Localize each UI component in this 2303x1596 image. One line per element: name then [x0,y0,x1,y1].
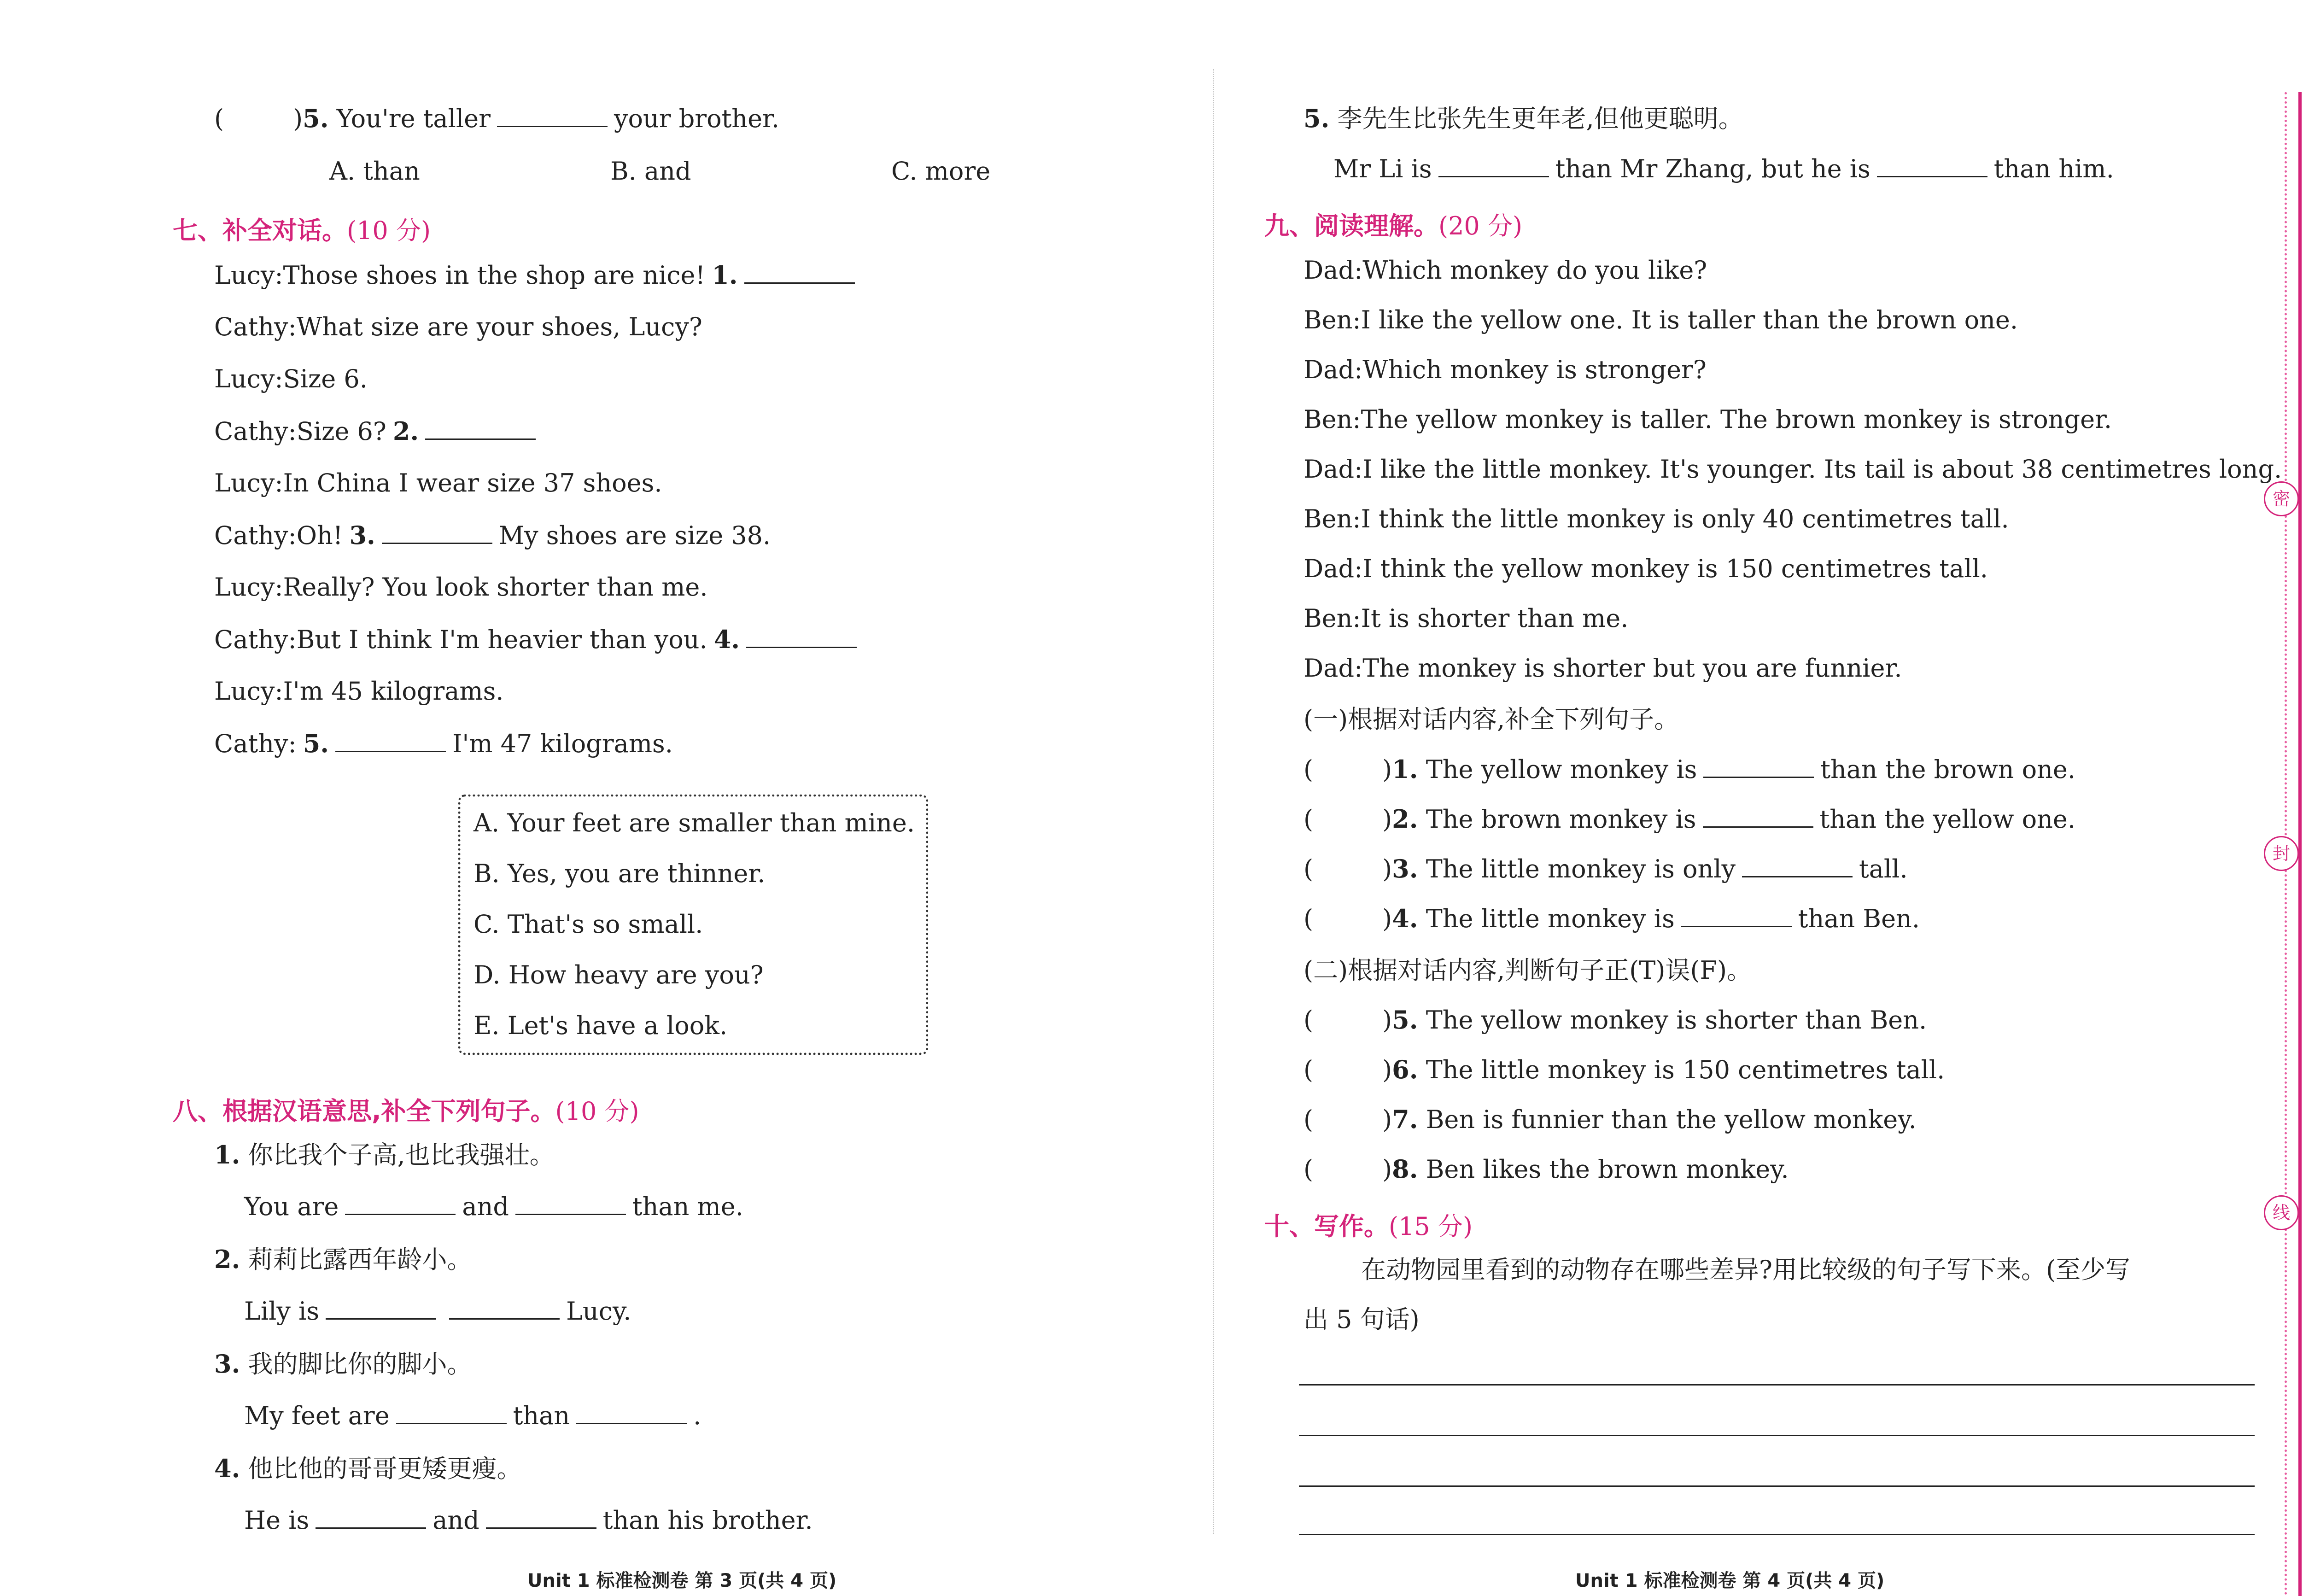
question-en [244,1508,813,1533]
option-c: C. more [891,157,991,186]
question-text: than the brown one. [1820,755,2076,784]
colon: : [275,677,283,706]
fill-question [1303,804,2076,834]
paren-open: ( [1303,854,1314,883]
question-en [244,1194,743,1219]
speaker-name: Ben [1303,604,1353,633]
paren-open: ( [1303,755,1314,784]
colon: : [288,312,297,341]
option-item: D. How heavy are you? [473,960,764,989]
section-8-title: 八、根据汉语意思,补全下列句子。(10 分) [173,1097,639,1126]
dialogue-text: Really? You look shorter than me. [283,573,708,602]
english-text: and [462,1192,509,1221]
answer-blank[interactable] [576,1404,687,1424]
reading-text: I think the yellow monkey is 150 centimetres tall. [1362,554,1988,583]
q8-item-5-cn: 5. 李先生比张先生更年老,但他更聪明。 [1303,104,1743,133]
dialogue-line [214,260,861,290]
paren-close: ) [1382,1006,1392,1035]
reading-text: Which monkey do you like? [1362,256,1707,285]
question-en [244,1299,631,1324]
reading-line [1303,258,1707,283]
speaker-name: Dad [1303,554,1355,583]
option-item: B. Yes, you are thinner. [473,859,766,888]
writing-prompt-line-1: 在动物园里看到的动物存在哪些差异?用比较级的句子写下来。(至少写 [1361,1255,2131,1284]
question-number: 4. [214,1454,240,1483]
question-text: Ben likes the brown monkey. [1426,1155,1789,1184]
question-number: 3. [214,1349,240,1379]
paren-open: ( [1303,1006,1314,1035]
question-text: The little monkey is 150 centimetres tall. [1426,1055,1945,1084]
colon: : [1354,455,1363,484]
english-text: than me. [632,1192,743,1221]
speaker-name: Dad [1303,355,1355,384]
fill-question [1303,856,1908,882]
answer-blank[interactable] [744,264,855,284]
paren-open: ( [1303,904,1314,933]
option-b: B. and [610,157,691,186]
dialogue-text: My shoes are size 38. [498,521,771,550]
tf-question [1303,1107,1917,1132]
question-text: The yellow monkey is [1426,755,1697,784]
english-text: He is [244,1506,310,1535]
fill-question [1303,754,2076,784]
english-text: . [693,1401,701,1430]
english-text: You are [244,1192,339,1221]
page-divider [1213,69,1214,1534]
paren-open: ( [1303,1155,1314,1184]
reading-text: I think the little monkey is only 40 centimetres tall. [1361,504,2009,533]
question-number: 2. [214,1245,240,1274]
colon: : [275,573,283,602]
speaker-name: Ben [1303,504,1353,533]
dialogue-line [214,312,702,341]
dialogue-text: I'm 45 kilograms. [283,677,504,706]
answer-blank[interactable] [316,1509,426,1529]
tf-question [1303,1057,1945,1082]
paren-close: ) [1382,1105,1392,1134]
question-number: 1. [1392,754,1418,784]
answer-blank[interactable] [449,1300,560,1320]
blank-number: 5. [303,729,329,758]
writing-prompt-line-2: 出 5 句话) [1303,1305,1420,1334]
section-7-title: 七、补全对话。(10 分) [173,216,431,245]
answer-blank[interactable] [326,1300,436,1320]
dialogue-line [214,679,503,704]
english-text: Lily is [244,1297,320,1326]
dialogue-text: Oh! [296,521,343,550]
speaker-name: Dad [1303,455,1355,484]
question-chinese: 莉莉比露西年龄小。 [248,1245,472,1274]
reading-line [1303,357,1707,382]
footer-page-4: Unit 1 标准检测卷 第 4 页(共 4 页) [1575,1570,1885,1591]
writing-line[interactable] [1299,1485,2255,1487]
speaker-name: Lucy [214,468,275,497]
dialogue-text: In China I wear size 37 shoes. [283,468,662,497]
question-number: 1. [214,1140,240,1169]
reading-line [1303,606,1628,631]
question-text: The little monkey is [1426,904,1675,933]
dialogue-line [214,627,863,652]
dialogue-text: Those shoes in the shop are nice! [283,261,706,290]
seal-mark-feng: 封 [2264,836,2299,871]
reading-line [1303,656,1902,681]
blank-number: 1. [712,260,738,290]
question-text: The brown monkey is [1426,805,1696,834]
dialogue-line [214,575,708,600]
colon: : [1352,405,1361,434]
fill-question [1303,906,1920,931]
speaker-name: Cathy [214,417,288,446]
answer-blank[interactable] [515,1195,626,1215]
english-text: My feet are [244,1401,390,1430]
speaker-name: Dad [1303,256,1355,285]
option-a: A. than [329,157,420,186]
dialogue-text: What size are your shoes, Lucy? [296,312,702,341]
english-text: Lucy. [566,1297,631,1326]
speaker-name: Ben [1303,405,1353,434]
colon: : [1354,355,1363,384]
blank-number: 4. [713,625,740,654]
dialogue-text: But I think I'm heavier than you. [296,625,707,654]
colon: : [275,261,283,290]
part-2-title: (二)根据对话内容,判断句子正(T)误(F)。 [1303,956,1752,985]
question-number: 8. [1392,1154,1418,1184]
question-cn [214,1351,472,1377]
colon: : [1354,654,1363,683]
question-chinese: 我的脚比你的脚小。 [248,1350,472,1379]
answer-blank[interactable] [1742,858,1853,877]
colon: : [288,417,297,446]
colon: : [288,521,297,550]
colon: : [1352,504,1361,533]
question-en [244,1403,701,1428]
colon: : [1352,305,1361,334]
speaker-name: Lucy [214,364,275,393]
answer-blank[interactable] [497,107,608,127]
question-text: than Ben. [1798,904,1920,933]
blank-number: 2. [392,416,419,446]
question-number: 4. [1392,904,1418,933]
colon: : [1354,256,1363,285]
paren-close: ) [1382,1055,1392,1084]
section-10-title: 十、写作。(15 分) [1264,1212,1473,1241]
speaker-name: Cathy [214,312,288,341]
speaker-name: Cathy [214,625,288,654]
part-1-title: (一)根据对话内容,补全下列句子。 [1303,705,1679,734]
colon: : [275,468,283,497]
paren-open: ( [1303,805,1314,834]
dialogue-text: Size 6. [283,364,368,393]
english-text: than [513,1401,570,1430]
answer-blank[interactable] [1703,808,1813,828]
paren-close: ) [1382,805,1392,834]
option-item: E. Let's have a look. [473,1011,728,1040]
dialogue-line [214,468,662,497]
option-item: A. Your feet are smaller than mine. [473,808,915,837]
speaker-name: Cathy [214,521,288,550]
reading-line [1303,556,1988,581]
colon: : [275,364,283,393]
reading-text: Which monkey is stronger? [1362,355,1707,384]
question-number: 5. [1392,1005,1418,1035]
colon: : [1352,604,1361,633]
question-text: The yellow monkey is shorter than Ben. [1426,1006,1927,1035]
answer-blank[interactable] [1703,758,1814,778]
speaker-name: Lucy [214,261,275,290]
footer-page-3: Unit 1 标准检测卷 第 3 页(共 4 页) [527,1570,837,1591]
reading-line [1303,457,2282,482]
paren-open: ( [1303,1105,1314,1134]
paren-close: ) [1382,904,1392,933]
answer-blank[interactable] [486,1509,596,1529]
reading-line [1303,407,2112,432]
reading-text: The yellow monkey is taller. The brown monkey is stronger. [1361,405,2112,434]
paren-close: ) [1382,755,1392,784]
answer-blank[interactable] [335,732,446,752]
dialogue-line [214,520,771,550]
colon: : [288,625,297,654]
section-9-title: 九、阅读理解。(20 分) [1264,211,1523,240]
answer-blank[interactable] [746,628,857,648]
question-text: Ben is funnier than the yellow monkey. [1426,1105,1917,1134]
seal-mark-xian: 线 [2264,1195,2299,1230]
question-cn [214,1142,555,1168]
reading-line [1303,305,2018,334]
question-cn [214,1247,472,1272]
dialogue-line [214,364,368,393]
answer-blank[interactable] [382,524,492,544]
dialogue-text: I'm 47 kilograms. [452,729,673,758]
colon: : [1354,554,1363,583]
paren-close: ) [1382,854,1392,883]
question-chinese: 他比他的哥哥更矮更瘦。 [248,1454,522,1483]
question-number: 3. [1392,854,1418,883]
reading-text: It is shorter than me. [1361,604,1629,633]
question-number: 7. [1392,1105,1418,1134]
writing-line[interactable] [1299,1534,2255,1535]
tf-question [1303,1154,1789,1184]
reading-line [1303,504,2009,533]
question-text: The little monkey is only [1426,854,1736,883]
colon: : [288,729,297,758]
question-cn [214,1456,522,1481]
blank-number: 3. [349,520,375,550]
paren-close: ) [1382,1155,1392,1184]
question-number: 6. [1392,1055,1418,1084]
seal-solid-line [2298,92,2302,1596]
writing-line[interactable] [1299,1384,2255,1386]
speaker-name: Lucy [214,677,275,706]
english-text: than his brother. [602,1506,813,1535]
reading-text: I like the little monkey. It's younger. Its tail is about 38 centimetres long. [1362,455,2282,484]
seal-mark-mi: 密 [2264,481,2299,516]
dialogue-text: Size 6? [296,417,386,446]
speaker-name: Ben [1303,305,1353,334]
question-text: tall. [1859,854,1908,883]
answer-blank[interactable] [396,1404,507,1424]
speaker-name: Dad [1303,654,1355,683]
answer-blank[interactable] [425,420,536,440]
writing-line[interactable] [1299,1435,2255,1436]
reading-text: I like the yellow one. It is taller than the brown one. [1361,305,2018,334]
answer-blank[interactable] [345,1195,456,1215]
dialogue-line [214,416,542,446]
option-item: C. That's so small. [473,910,703,939]
tf-question [1303,1007,1927,1033]
speaker-name: Cathy [214,729,288,758]
english-text: and [433,1506,479,1535]
dialogue-line [214,731,673,756]
question-text: than the yellow one. [1819,805,2076,834]
q8-item-5-en: Mr Li is than Mr Zhang, but he is than him. [1333,154,2114,183]
q6-item-5: ( )5. You're taller your brother. [214,104,780,133]
question-chinese: 你比我个子高,也比我强壮。 [248,1140,555,1169]
answer-blank[interactable] [1877,158,1987,177]
speaker-name: Lucy [214,573,275,602]
paren-open: ( [1303,1055,1314,1084]
answer-blank[interactable] [1681,907,1792,927]
answer-blank[interactable] [1438,158,1549,177]
question-number: 2. [1392,804,1418,834]
reading-text: The monkey is shorter but you are funnier. [1362,654,1902,683]
